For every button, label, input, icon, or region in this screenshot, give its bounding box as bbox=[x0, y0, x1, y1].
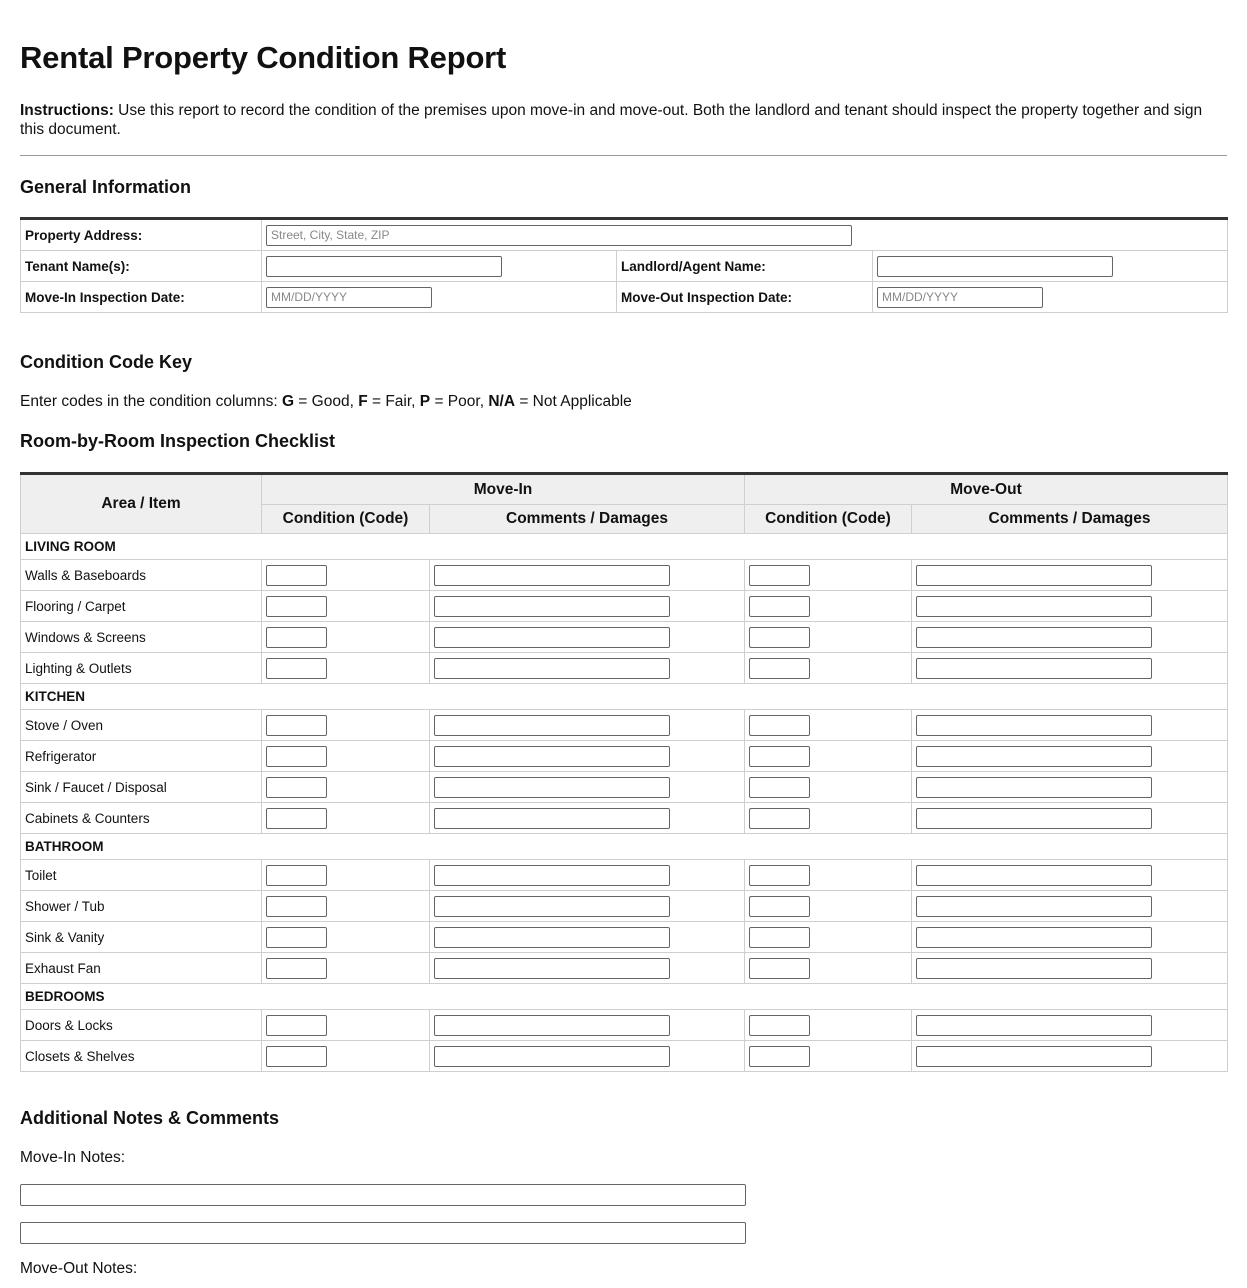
code-na: N/A bbox=[488, 393, 516, 410]
move-out-condition-input[interactable] bbox=[749, 777, 810, 798]
move-in-condition-input[interactable] bbox=[266, 746, 327, 767]
move-out-comments-input[interactable] bbox=[916, 896, 1152, 917]
table-row bbox=[21, 891, 1228, 922]
move-in-comments-input[interactable] bbox=[434, 596, 670, 617]
move-in-comments-input[interactable] bbox=[434, 715, 670, 736]
move-out-date-label: Move-Out Inspection Date: bbox=[617, 282, 873, 313]
tenant-name-input[interactable] bbox=[266, 256, 502, 277]
move-out-comments-input[interactable] bbox=[916, 746, 1152, 767]
col-move-in: Move-In bbox=[262, 474, 745, 505]
move-out-comments-input[interactable] bbox=[916, 777, 1152, 798]
condition-key-intro: Enter codes in the condition columns: bbox=[20, 393, 282, 410]
move-out-condition-input[interactable] bbox=[749, 896, 810, 917]
move-out-condition-input[interactable] bbox=[749, 808, 810, 829]
col-move-in-condition: Condition (Code) bbox=[262, 505, 430, 534]
instructions-label: Instructions: bbox=[20, 102, 114, 119]
move-in-condition-input[interactable] bbox=[266, 658, 327, 679]
move-in-notes-line-2[interactable] bbox=[20, 1222, 746, 1244]
code-poor: P bbox=[419, 393, 431, 410]
move-in-comments-input[interactable] bbox=[434, 1046, 670, 1067]
move-out-condition-input[interactable] bbox=[749, 746, 810, 767]
move-out-comments-input[interactable] bbox=[916, 808, 1152, 829]
table-row bbox=[21, 591, 1228, 622]
table-row bbox=[21, 622, 1228, 653]
item-label: Sink / Faucet / Disposal bbox=[21, 772, 262, 803]
property-address-input[interactable] bbox=[266, 225, 852, 246]
table-row bbox=[21, 741, 1228, 772]
col-move-out: Move-Out bbox=[745, 474, 1228, 505]
landlord-name-label: Landlord/Agent Name: bbox=[617, 251, 873, 282]
item-label: Windows & Screens bbox=[21, 622, 262, 653]
table-row bbox=[21, 560, 1228, 591]
move-in-notes-label: Move-In Notes: bbox=[20, 1149, 126, 1166]
section-row-bedrooms bbox=[21, 984, 1228, 1010]
move-out-comments-input[interactable] bbox=[916, 927, 1152, 948]
table-row bbox=[21, 922, 1228, 953]
instructions-text: Use this report to record the condition of the premises upon move-in and move-out. Both the landlord and tenant should inspect the property together and sign this document. bbox=[20, 102, 1203, 138]
move-out-condition-input[interactable] bbox=[749, 865, 810, 886]
col-move-out-comments: Comments / Damages bbox=[912, 505, 1228, 534]
move-out-comments-input[interactable] bbox=[916, 596, 1152, 617]
move-out-comments-input[interactable] bbox=[916, 565, 1152, 586]
move-in-comments-input[interactable] bbox=[434, 896, 670, 917]
move-out-comments-input[interactable] bbox=[916, 865, 1152, 886]
item-label: Refrigerator bbox=[21, 741, 262, 772]
move-out-condition-input[interactable] bbox=[749, 958, 810, 979]
move-in-date-label: Move-In Inspection Date: bbox=[21, 282, 262, 313]
table-row bbox=[21, 653, 1228, 684]
move-out-condition-input[interactable] bbox=[749, 715, 810, 736]
move-in-comments-input[interactable] bbox=[434, 658, 670, 679]
code-fair-meaning: = Fair, bbox=[367, 393, 420, 410]
move-in-comments-input[interactable] bbox=[434, 927, 670, 948]
col-area-item: Area / Item bbox=[21, 474, 262, 534]
table-row bbox=[21, 953, 1228, 984]
move-in-condition-input[interactable] bbox=[266, 927, 327, 948]
item-label: Closets & Shelves bbox=[21, 1041, 262, 1072]
move-in-comments-input[interactable] bbox=[434, 565, 670, 586]
section-label: KITCHEN bbox=[21, 684, 1228, 710]
move-in-condition-input[interactable] bbox=[266, 958, 327, 979]
code-fair: F bbox=[358, 393, 368, 410]
general-row bbox=[21, 282, 1228, 313]
item-label: Lighting & Outlets bbox=[21, 653, 262, 684]
move-out-condition-input[interactable] bbox=[749, 1015, 810, 1036]
divider bbox=[20, 155, 1227, 156]
item-label: Sink & Vanity bbox=[21, 922, 262, 953]
item-label: Cabinets & Counters bbox=[21, 803, 262, 834]
move-out-comments-input[interactable] bbox=[916, 1046, 1152, 1067]
notes-heading: Additional Notes & Comments bbox=[20, 1108, 280, 1128]
move-in-comments-input[interactable] bbox=[434, 865, 670, 886]
landlord-name-input[interactable] bbox=[877, 256, 1113, 277]
move-out-notes-label: Move-Out Notes: bbox=[20, 1260, 138, 1277]
page-title: Rental Property Condition Report bbox=[20, 40, 507, 75]
move-out-comments-input[interactable] bbox=[916, 715, 1152, 736]
checklist-heading: Room-by-Room Inspection Checklist bbox=[20, 431, 336, 451]
col-move-in-comments: Comments / Damages bbox=[430, 505, 745, 534]
table-row bbox=[21, 803, 1228, 834]
tenant-name-label: Tenant Name(s): bbox=[21, 251, 262, 282]
move-in-condition-input[interactable] bbox=[266, 627, 327, 648]
section-row-bathroom bbox=[21, 834, 1228, 860]
instructions bbox=[20, 101, 1227, 139]
section-row-living-room bbox=[21, 534, 1228, 560]
move-in-comments-input[interactable] bbox=[434, 958, 670, 979]
move-out-comments-input[interactable] bbox=[916, 627, 1152, 648]
move-in-comments-input[interactable] bbox=[434, 777, 670, 798]
item-label: Exhaust Fan bbox=[21, 953, 262, 984]
item-label: Shower / Tub bbox=[21, 891, 262, 922]
table-row bbox=[21, 1041, 1228, 1072]
move-in-condition-input[interactable] bbox=[266, 1015, 327, 1036]
general-row bbox=[21, 251, 1228, 282]
move-out-comments-input[interactable] bbox=[916, 658, 1152, 679]
checklist-body bbox=[21, 534, 1228, 1072]
move-out-condition-input[interactable] bbox=[749, 627, 810, 648]
property-address-label: Property Address: bbox=[21, 219, 262, 251]
move-in-condition-input[interactable] bbox=[266, 1046, 327, 1067]
condition-key-heading: Condition Code Key bbox=[20, 352, 192, 372]
item-label: Walls & Baseboards bbox=[21, 560, 262, 591]
move-in-comments-input[interactable] bbox=[434, 746, 670, 767]
section-label: BEDROOMS bbox=[21, 984, 1228, 1010]
table-row bbox=[21, 860, 1228, 891]
table-row bbox=[21, 772, 1228, 803]
table-row bbox=[21, 710, 1228, 741]
col-move-out-condition: Condition (Code) bbox=[745, 505, 912, 534]
item-label: Doors & Locks bbox=[21, 1010, 262, 1041]
section-label: BATHROOM bbox=[21, 834, 1228, 860]
move-in-condition-input[interactable] bbox=[266, 896, 327, 917]
code-good: G bbox=[281, 393, 294, 410]
move-out-comments-input[interactable] bbox=[916, 1015, 1152, 1036]
item-label: Stove / Oven bbox=[21, 710, 262, 741]
move-in-comments-input[interactable] bbox=[434, 1015, 670, 1036]
code-na-meaning: = Not Applicable bbox=[515, 393, 632, 410]
section-row-kitchen bbox=[21, 684, 1228, 710]
move-in-comments-input[interactable] bbox=[434, 808, 670, 829]
move-in-date-input[interactable] bbox=[266, 287, 432, 308]
move-in-comments-input[interactable] bbox=[434, 627, 670, 648]
move-out-date-input[interactable] bbox=[877, 287, 1043, 308]
move-out-comments-input[interactable] bbox=[916, 958, 1152, 979]
move-out-condition-input[interactable] bbox=[749, 658, 810, 679]
move-in-condition-input[interactable] bbox=[266, 808, 327, 829]
move-in-notes-line-1[interactable] bbox=[20, 1184, 746, 1206]
move-out-condition-input[interactable] bbox=[749, 1046, 810, 1067]
condition-key-text bbox=[20, 393, 632, 411]
general-heading: General Information bbox=[20, 177, 192, 197]
move-out-condition-input[interactable] bbox=[749, 596, 810, 617]
inspection-checklist-table bbox=[20, 472, 1228, 1072]
general-row bbox=[21, 219, 1228, 251]
code-poor-meaning: = Poor, bbox=[430, 393, 489, 410]
move-in-condition-input[interactable] bbox=[266, 777, 327, 798]
move-in-condition-input[interactable] bbox=[266, 715, 327, 736]
move-out-condition-input[interactable] bbox=[749, 565, 810, 586]
item-label: Flooring / Carpet bbox=[21, 591, 262, 622]
move-out-condition-input[interactable] bbox=[749, 927, 810, 948]
section-label: LIVING ROOM bbox=[21, 534, 1228, 560]
item-label: Toilet bbox=[21, 860, 262, 891]
general-info-table bbox=[20, 217, 1228, 313]
move-in-condition-input[interactable] bbox=[266, 596, 327, 617]
move-in-condition-input[interactable] bbox=[266, 865, 327, 886]
code-good-meaning: = Good, bbox=[294, 393, 359, 410]
move-in-condition-input[interactable] bbox=[266, 565, 327, 586]
table-row bbox=[21, 1010, 1228, 1041]
header-row bbox=[21, 474, 1228, 505]
